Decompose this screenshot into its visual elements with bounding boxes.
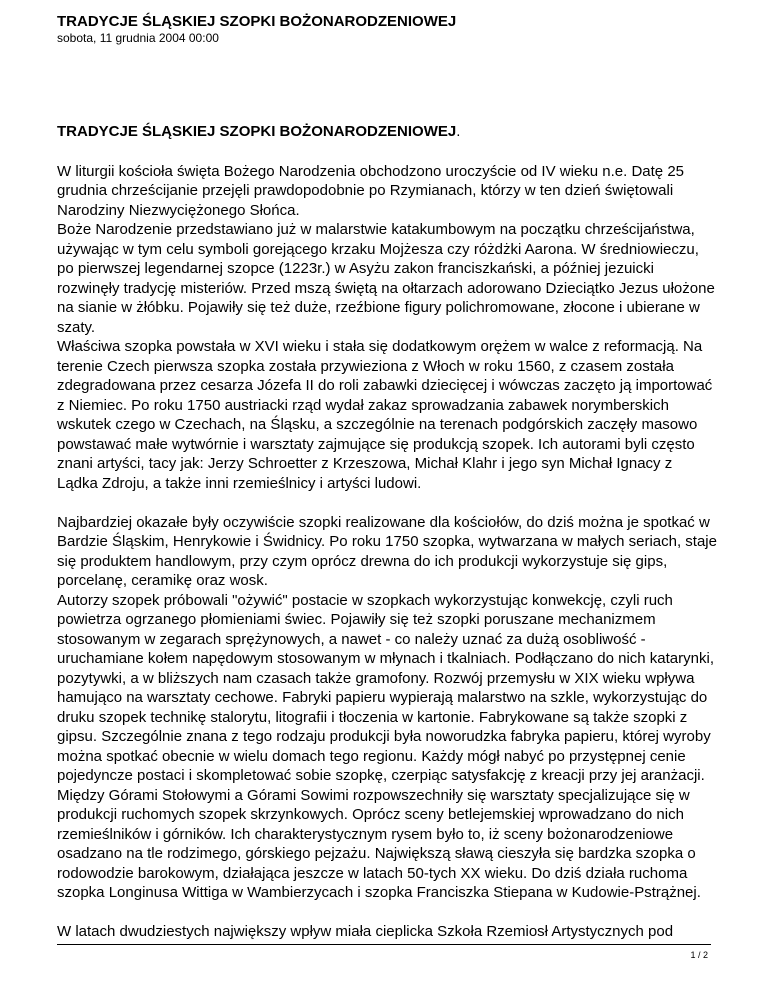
article-title: TRADYCJE ŚLĄSKIEJ SZOPKI BOŻONARODZENIOWEJ	[57, 123, 457, 140]
header-date: sobota, 11 grudnia 2004 00:00	[57, 31, 219, 45]
page-number: 1 / 2	[690, 950, 708, 960]
paragraph-group	[57, 513, 717, 903]
article-content	[57, 122, 717, 942]
paragraph: Autorzy szopek próbowali "ożywić" postacie w szopkach wykorzystując konwekcję, czyli ruch powietrza ogrzanego płomieniami świec. Pojawiły się też szopki poruszane mechanizmem stosowanym w zegarach sprężynowych, a nawet - co należy uznać za dużą osobliwość - uruchamiane kołem napędowym stosowanym w młynach i tkalniach. Podłączano do nich katarynki, pozytywki, a w bliższych nam czasach także gramofony. Rozwój przemysłu w XIX wieku wpływa hamująco na warsztaty cechowe. Fabryki papieru wypierają malarstwo na szkle, wykorzystując do druku szopek technikę stalorytu, litografii i tłoczenia w kartonie. Fabrykowane są także szopki z gipsu. Szczególnie znana z tego rodzaju produkcji była noworudzka fabryka papieru, której wyroby można spotkać obecnie w wielu domach tego regionu. Każdy mógł nabyć po przystępnej cenie pojedyncze postaci i skompletować sobie szopkę, czerpiąc satysfakcję z kreacji przy jej aranżacji.	[57, 591, 714, 784]
footer-divider	[57, 944, 711, 945]
paragraph: Właściwa szopka powstała w XVI wieku i stała się dodatkowym orężem w walce z reformacją. Na terenie Czech pierwsza szopka została przywieziona z Włoch w roku 1560, z czasem została zdegradowana przez cesarza Józefa II do roli zabawki dziecięcej i wówczas zaczęto ją importować z Niemiec. Po roku 1750 austriacki rząd wydał zakaz sprowadzania zabawek norymberskich wskutek czego w Czechach, na Śląsku, a szczególnie na terenach podgórskich zaczęły masowo powstawać małe wytwórnie i warsztaty zajmujące się produkcją szopek. Ich autorami byli często znani artyści, tacy jak: Jerzy Schroetter z Krzeszowa, Michał Klahr i jego syn Michał Ignacy z Lądka Zdroju, a także inni rzemieślnicy i artyści ludowi.	[57, 338, 713, 492]
paragraph-group	[57, 922, 717, 942]
article-title-line	[57, 122, 717, 142]
page-header	[57, 13, 717, 46]
paragraph: Boże Narodzenie przedstawiano już w malarstwie katakumbowym na początku chrześcijaństwa, używając w tym celu symboli gorejącego krzaku Mojżesza czy różdżki Aarona. W średniowieczu, po pierwszej legendarnej szopce (1223r.) w Asyżu zakon franciszkański, a później jezuicki rozwinęły tradycję misteriów. Przed mszą świętą na ołtarzach adorowano Dzieciątko Jezus ułożone na sianie w żłóbku. Pojawiły się też duże, rzeźbione figury polichromowane, złocone i ubierane w szaty.	[57, 221, 715, 336]
paragraph: Między Górami Stołowymi a Górami Sowimi rozpowszechniły się warsztaty specjalizujące się w produkcji ruchomych szopek skrzynkowych. Oprócz sceny betlejemskiej wprowadzano do nich rzemieślników i górników. Ich charakterystycznym rysem było to, iż sceny bożonarodzeniowe osadzano na tle rodzimego, górskiego pejzażu. Największą sławą cieszyła się bardzka szopka o rodowodzie barokowym, działająca jeszcze w latach 50-tych XX wieku. Do dziś działa ruchoma szopka Longinusa Wittiga w Wambierzycach i szopka Franciszka Stiepana w Kudowie-Pstrążnej.	[57, 786, 701, 901]
paragraph: W latach dwudziestych największy wpływ miała cieplicka Szkoła Rzemiosł Artystycznych pod	[57, 923, 674, 940]
header-title: TRADYCJE ŚLĄSKIEJ SZOPKI BOŻONARODZENIOWEJ	[57, 13, 457, 30]
paragraph: W liturgii kościoła święta Bożego Narodzenia obchodzono uroczyście od IV wieku n.e. Datę 25 grudnia chrześcijanie przejęli prawdopodobnie po Rzymianach, którzy w ten dzień świętowali Narodziny Niezwyciężonego Słońca.	[57, 162, 684, 219]
paragraph-group	[57, 162, 717, 494]
article-title-suffix: .	[456, 123, 461, 140]
paragraph: Najbardziej okazałe były oczywiście szopki realizowane dla kościołów, do dziś można je spotkać w Bardzie Śląskim, Henrykowie i Świdnicy. Po roku 1750 szopka, wytwarzana w małych seriach, staje się produktem handlowym, przy czym oprócz drewna do ich produkcji wykorzystuje się gips, porcelanę, ceramikę oraz wosk.	[57, 513, 717, 589]
